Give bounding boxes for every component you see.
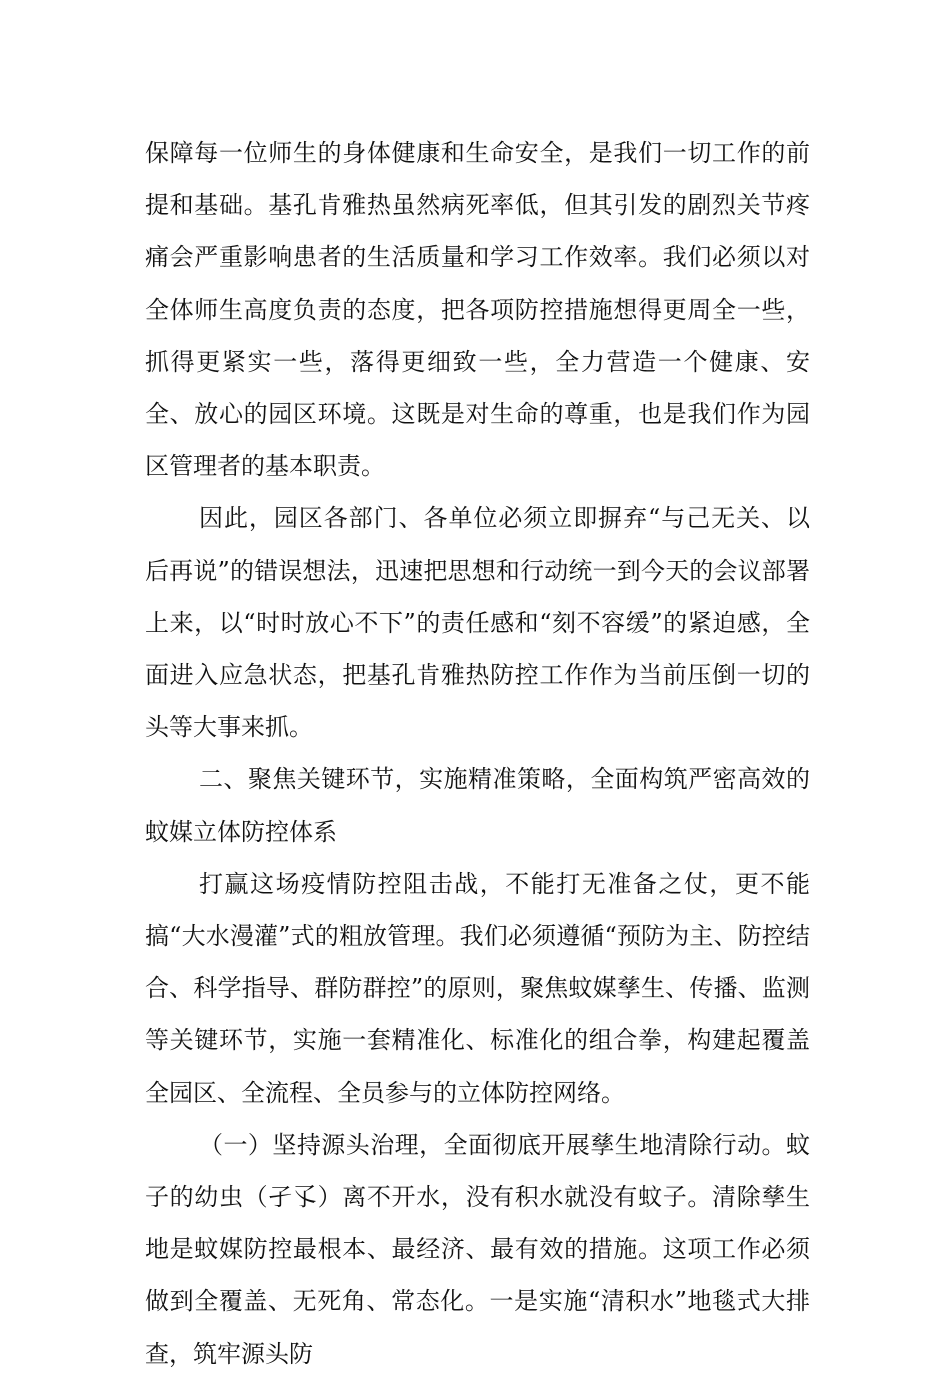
document-body [145, 127, 810, 1380]
section-heading-2: 二、聚焦关键环节，实施精准策略，全面构筑严密高效的蚊媒立体防控体系 [145, 765, 810, 846]
paragraph-safety-responsibility: 保障每一位师生的身体健康和生命安全，是我们一切工作的前提和基础。基孔肯雅热虽然病死率低，但其引发的剧烈关节疼痛会严重影响患者的生活质量和学习工作效率。我们必须以对全体师生高度负责的态度，把各项防控措施想得更周全一些，抓得更紧实一些，落得更细致一些，全力营造一个健康、安全、放心的园区环境。这既是对生命的尊重，也是我们作为园区管理者的基本职责。 [145, 139, 810, 481]
paragraph-prevention-principle: 打赢这场疫情防控阻击战，不能打无准备之仗，更不能搞“大水漫灌”式的粗放管理。我们必须遵循“预防为主、防控结合、科学指导、群防群控”的原则，聚焦蚊媒孳生、传播、监测等关键环节，实施一套精准化、标准化的组合拳，构建起覆盖全园区、全流程、全员参与的立体防控网络。 [145, 869, 810, 1107]
paragraph-source-control: （一）坚持源头治理，全面彻底开展孳生地清除行动。蚊子的幼虫（孑孓）离不开水，没有积水就没有蚊子。清除孳生地是蚊媒防控最根本、最经济、最有效的措施。这项工作必须做到全覆盖、无死角、常态化。一是实施“清积水”地毯式大排查，筑牢源头防 [145, 1130, 810, 1368]
paragraph-emergency-state: 因此，园区各部门、各单位必须立即摒弃“与己无关、以后再说”的错误想法，迅速把思想和行动统一到今天的会议部署上来，以“时时放心不下”的责任感和“刻不容缓”的紧迫感，全面进入应急状态，把基孔肯雅热防控工作作为当前压倒一切的头等大事来抓。 [145, 504, 810, 742]
